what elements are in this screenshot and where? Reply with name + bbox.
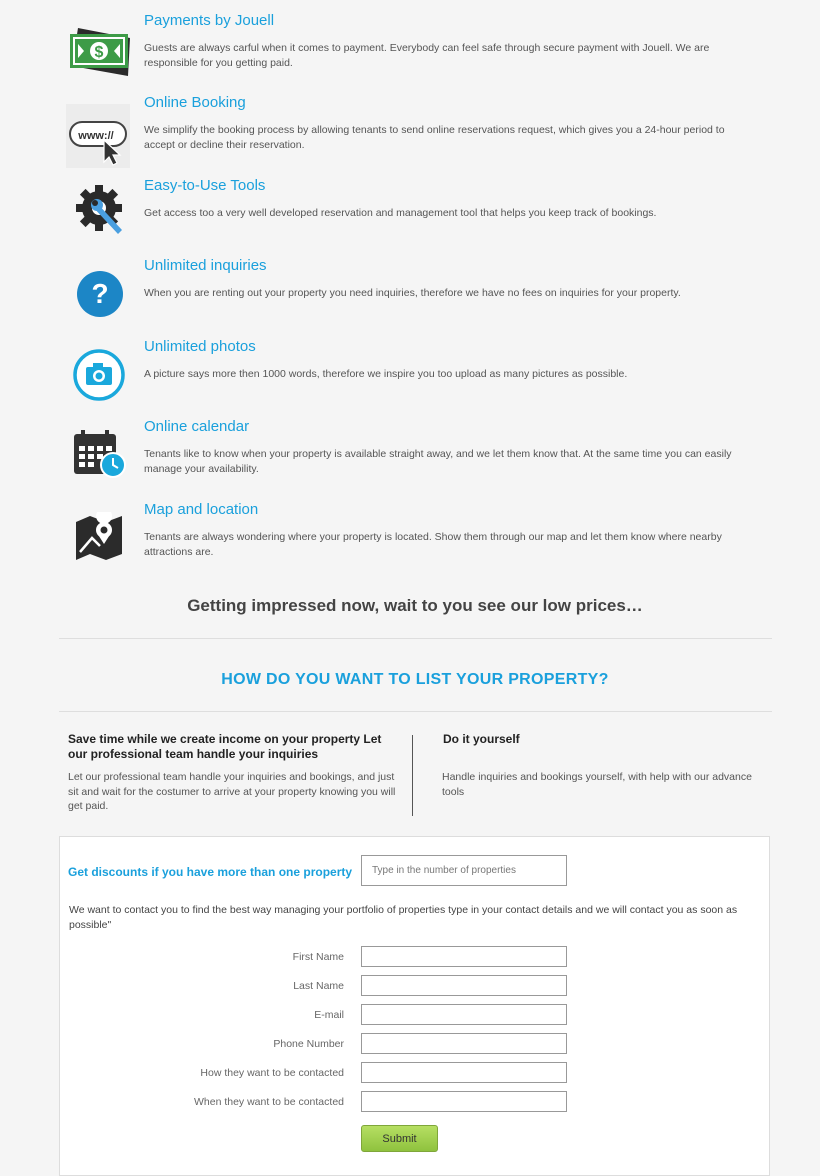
email-label: E-mail	[314, 1009, 344, 1021]
gear-wrench-icon	[72, 180, 128, 236]
feature-title: Map and location	[144, 501, 259, 518]
property-count-input[interactable]	[361, 855, 567, 886]
contact-text: We want to contact you to find the best way managing your portfolio of properties type in your contact details and we will contact you as soon as possible"	[69, 904, 738, 931]
feature-description: A picture says more then 1000 words, therefore we inspire you too upload as many pictures as possible.	[144, 368, 628, 380]
option-diy-title: Do it yourself	[443, 732, 520, 746]
contact-time-field[interactable]	[361, 1091, 567, 1112]
contact-method-field[interactable]	[361, 1062, 567, 1083]
svg-text:www://: www://	[78, 130, 114, 142]
calendar-clock-icon	[72, 428, 128, 480]
contact-time-label: When they want to be contacted	[193, 1096, 344, 1108]
section-title: HOW DO YOU WANT TO LIST YOUR PROPERTY?	[221, 671, 609, 688]
feature-description: Get access too a very well developed reservation and management tool that helps you keep track of bookings.	[144, 207, 657, 219]
first-name-label: First Name	[292, 951, 344, 963]
feature-title: Online Booking	[144, 94, 246, 111]
feature-title: Unlimited inquiries	[144, 257, 267, 274]
option-diy-description: Handle inquiries and bookings yourself, with help with our advance tools	[442, 771, 752, 798]
feature-description: Guests are always carful when it comes to payment. Everybody can feel safe through secure payment with Jouell. We are responsible for you getting paid.	[144, 42, 710, 69]
contact-method-label: How they want to be contacted	[200, 1067, 344, 1079]
feature-description: Tenants like to know when your property is available straight away, and we let them know that. At the same time you can easily manage your availability.	[144, 448, 732, 475]
phone-label: Phone Number	[273, 1038, 344, 1050]
divider	[59, 638, 772, 639]
first-name-field[interactable]	[361, 946, 567, 967]
feature-title: Online calendar	[144, 418, 250, 435]
svg-text:$: $	[94, 44, 104, 61]
svg-text:?: ?	[91, 278, 109, 309]
discount-label: Get discounts if you have more than one property	[68, 865, 353, 879]
feature-title: Easy-to-Use Tools	[144, 177, 266, 194]
phone-field[interactable]	[361, 1033, 567, 1054]
option-divider	[412, 735, 413, 816]
submit-button[interactable]: Submit	[361, 1125, 438, 1152]
feature-description: Tenants are always wondering where your property is located. Show them through our map and let them know where nearby attractions are.	[144, 531, 722, 558]
last-name-field[interactable]	[361, 975, 567, 996]
feature-description: When you are renting out your property you need inquiries, therefore we have no fees on inquiries for your property.	[144, 287, 681, 299]
option-managed-description: Let our professional team handle your inquiries and bookings, and just sit and wait for the costumer to arrive at your property knowing you will get paid.	[68, 771, 396, 812]
question-icon	[76, 270, 124, 318]
feature-title: Unlimited photos	[144, 338, 256, 355]
tagline: Getting impressed now, wait to you see our low prices…	[187, 596, 643, 615]
email-field[interactable]	[361, 1004, 567, 1025]
map-pin-icon	[74, 512, 126, 564]
feature-title: Payments by Jouell	[144, 12, 275, 29]
divider	[59, 711, 772, 712]
last-name-label: Last Name	[293, 980, 344, 992]
camera-icon	[72, 348, 126, 402]
browser-cursor-icon	[66, 104, 130, 168]
money-icon	[68, 24, 132, 80]
feature-description: We simplify the booking process by allowing tenants to send online reservations request, which gives you a 24-hour period to accept or decline their reservation.	[144, 124, 725, 151]
option-managed-title: Save time while we create income on your property Let our professional team handle your inquiries	[68, 732, 382, 761]
